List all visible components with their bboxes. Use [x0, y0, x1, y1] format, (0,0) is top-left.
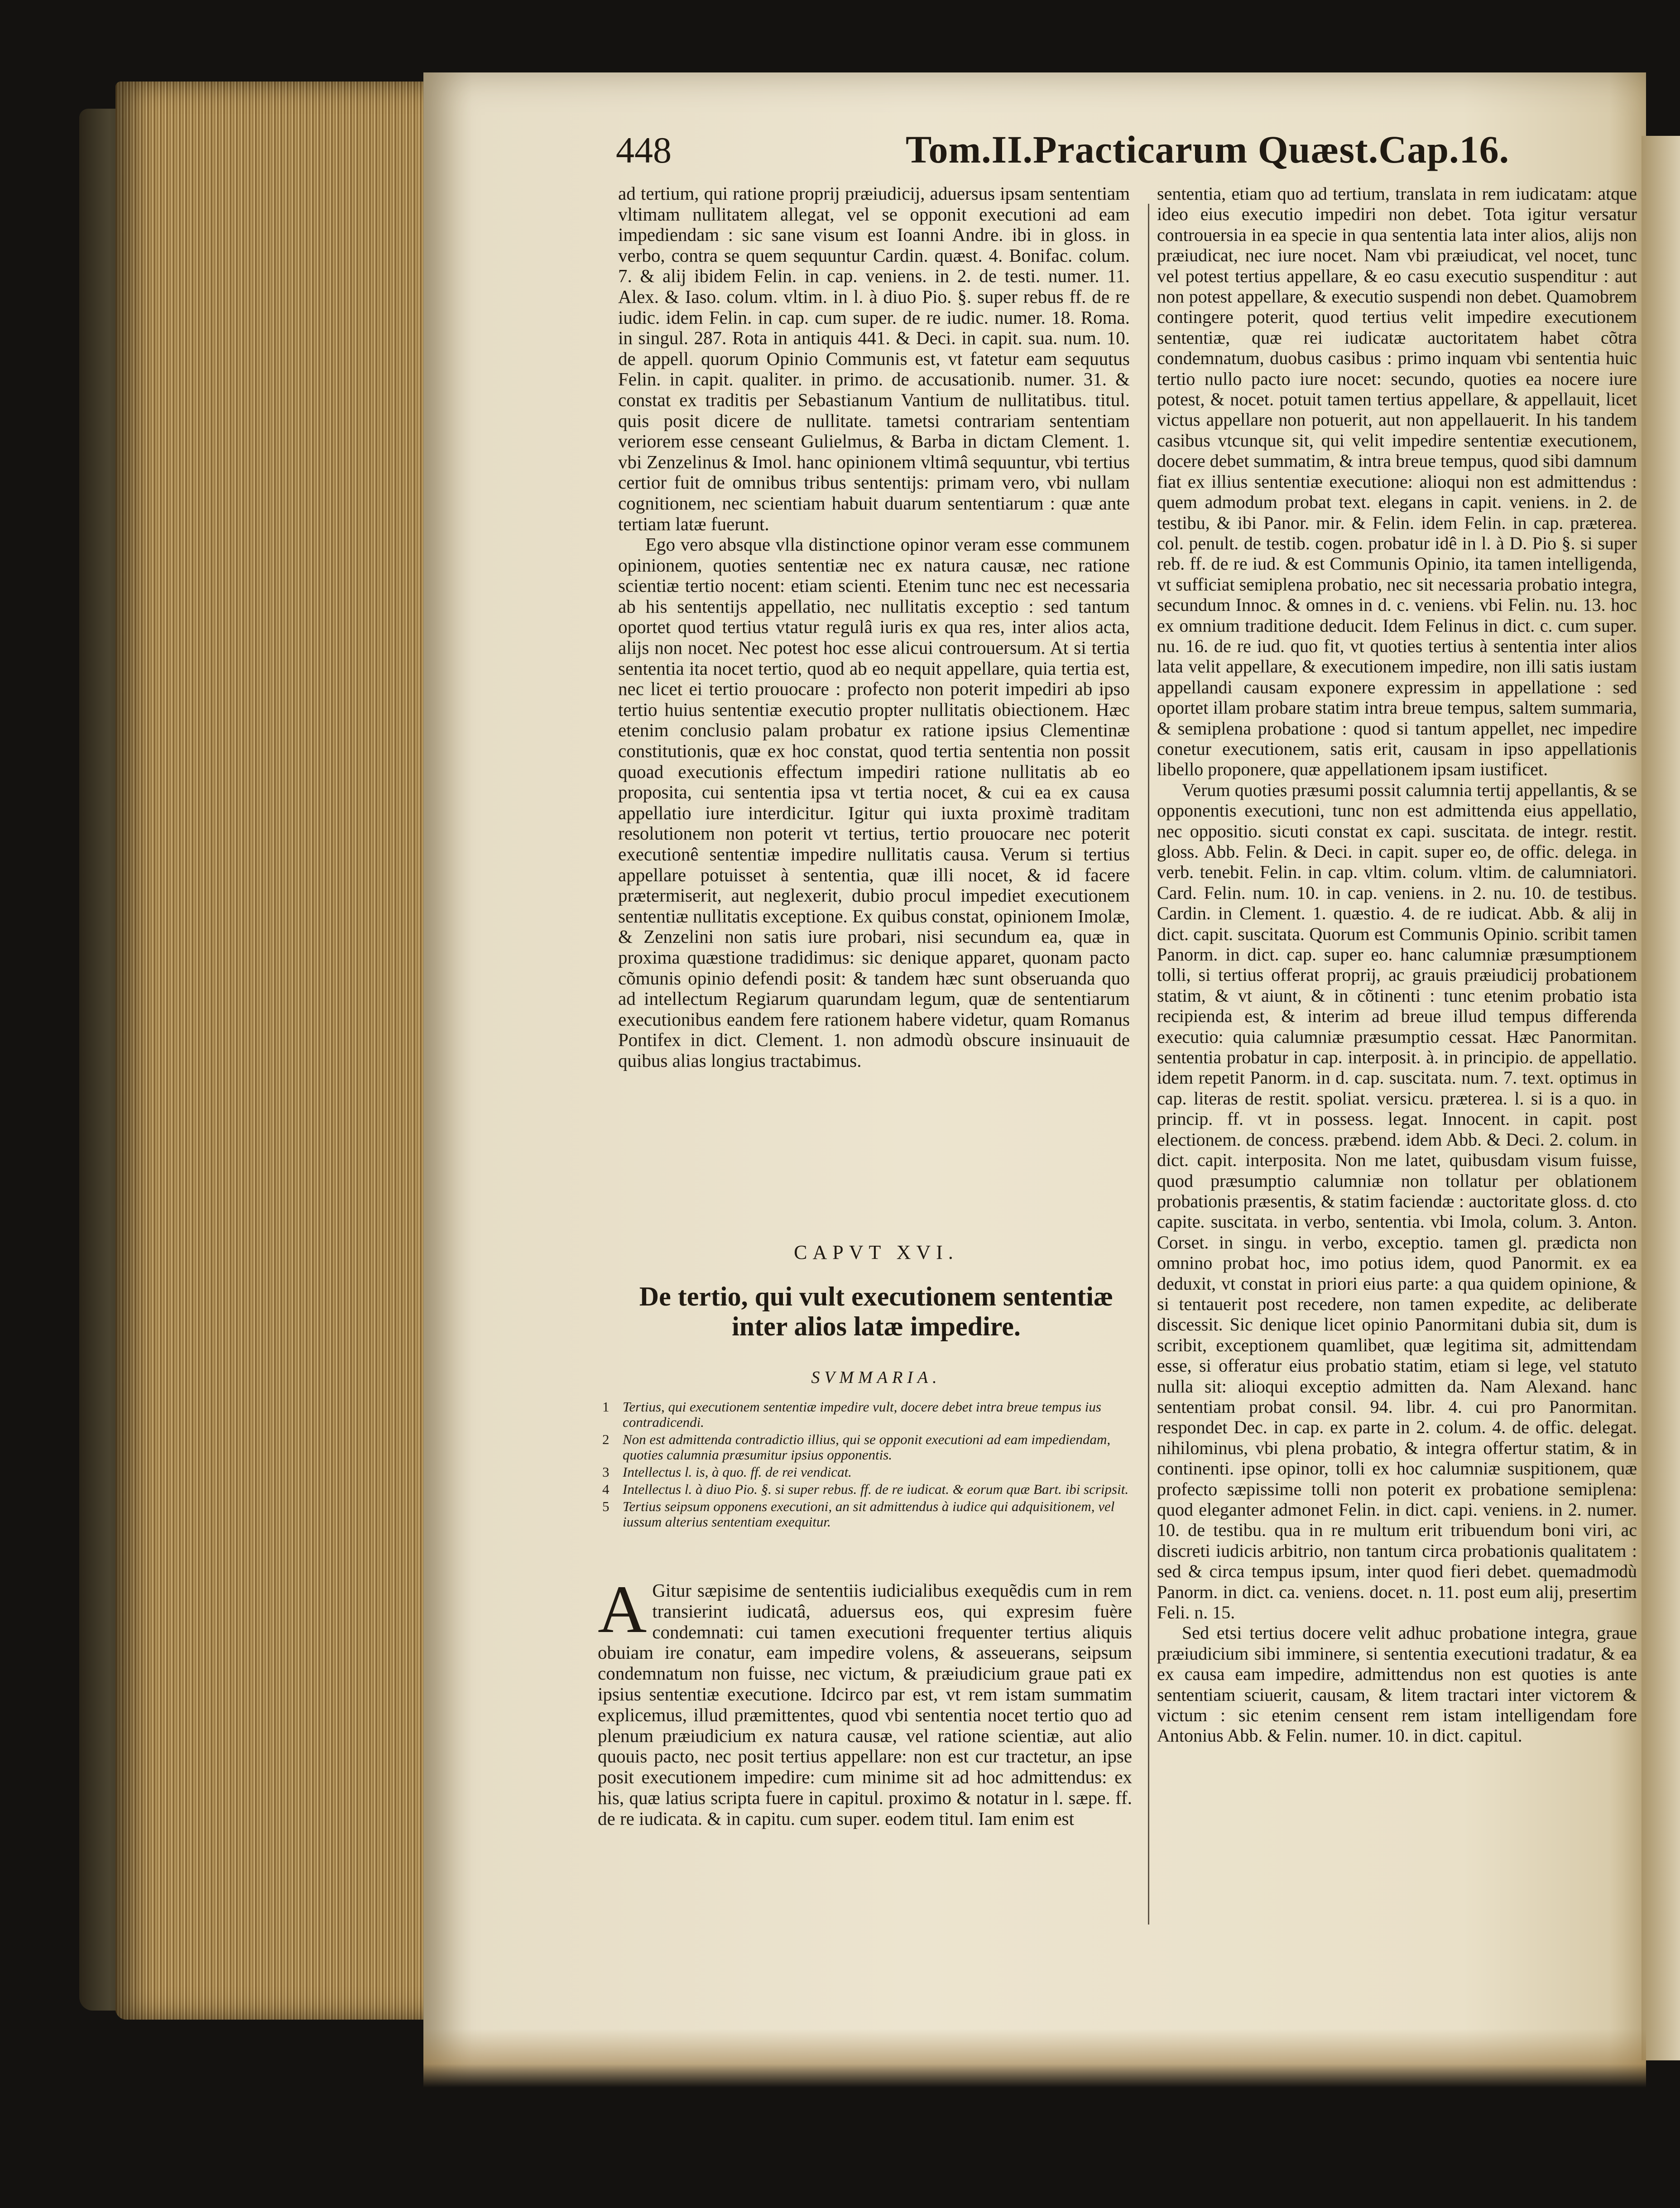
- list-item: [602, 1399, 1132, 1430]
- list-item: [602, 1482, 1132, 1497]
- page-bottom-wear: [423, 2029, 1646, 2088]
- item-number: 3: [602, 1464, 610, 1480]
- right-column: [1157, 183, 1637, 1746]
- item-number: 5: [602, 1498, 610, 1514]
- list-item: [602, 1464, 1132, 1480]
- item-text: Tertius, qui executionem sententiæ impedire vult, docere debet intra breue tempus ius contradicendi.: [623, 1399, 1101, 1430]
- item-text: Tertius seipsum opponens executioni, an sit admittendus à iudice qui adquisitionem, vel iussum alterius sententiam exequitur.: [623, 1498, 1115, 1530]
- column-divider: [1148, 204, 1149, 1925]
- facing-page-sliver: [1642, 136, 1680, 2060]
- page-edges: [115, 82, 460, 2020]
- summaria-list: [602, 1399, 1132, 1531]
- left-column: [618, 183, 1130, 1071]
- paragraph: Ego vero absque vlla distinctione opinor veram esse communem opinionem, quoties sententiæ nec ex natura causæ, nec ratione scientiæ tertio nocent: etiam scienti. Etenim tunc nec est necessaria ab his sententijs appellatio, nec nullitatis exceptio : sed tantum oportet quod tertius vtatur regulâ iuris ex qua res, inter alios acta, alijs non nocet. Nec potest hoc esse alicui controuersum. At si tertia sententia ita nocet tertio, quod ab eo nequit appellare, quia tertia est, nec licet ei tertio prouocare : profecto non poterit impediri ab ipso tertio huius sententiæ executio propter nullitatis obiectionem. Hæc etenim conclusio palam probatur ex ratione ipsius Clementinæ constitutionis, quæ ex hoc constat, quod tertia sententia non possit quoad executionis effectum impediri ratione nullitatis ab eo proposita, cui sententia ipsa vt tertia nocet, & cui ea ex causa appellatio iure interdicitur. Igitur qui iuxta proximè traditam resolutionem non poterit vt tertius, tertio prouocare nec poterit executionê sententiæ impedire nullitatis causa. Verum si tertius appellare potuisset à sententia, quæ illi nocet, & id facere prætermiserit, aut neglexerit, dubio procul impediet executionem sententiæ nullitatis exceptione. Ex quibus constat, opinionem Imolæ, & Zenzelini non satis iure probari, nisi secundum ea, quæ in proxima quæstione tradidimus: sic denique apparet, quonam pacto cõmunis opinio defendi posit: & tandem hæc sunt obseruanda quo ad intellectum Regiarum quarundam legum, quæ de sententiarum executionibus eandem fere rationem habere videtur, quam Romanus Pontifex in dict. Clement. 1. non admodù obscure insinuauit de quibus alias longius tractabimus.: [618, 534, 1130, 1071]
- item-text: Intellectus l. is, à quo. ff. de rei vendicat.: [623, 1464, 852, 1480]
- running-header: Tom.II.Practicarum Quæst.Cap.16.: [906, 128, 1510, 171]
- item-text: Non est admittenda contradictio illius, qui se opponit executioni ad eam impediendam, quoties calumnia præsumitur ipsius opponentis.: [623, 1431, 1111, 1463]
- paragraph: Sed etsi tertius docere velit adhuc probatione integra, graue præiudicium sibi imminere, si sententia executioni tradatur, & ea ex causa eam impedire, admittendus non est quoties is ante sententiam sciuerit, causam, & litem tractari inter victorem & victum : sic etenim censent rem istam intelligendam fore Antonius Abb. & Felin. numer. 10. in dict. capitul.: [1157, 1622, 1637, 1746]
- chapter-body-text: Gitur sæpisime de sententiis iudicialibus exequẽdis cum in rem transierint iudicatâ, aduersus eos, qui expresim fuère condemnati: cui tamen executioni frequenter tertius aliquis obuiam ire conatur, eam impedire volens, & asseuerans, seipsum condemnatum non fuisse, nec victum, & præiudicium graue pati ex ipsius sententiæ executione. Idcirco par est, vt rem istam summatim explicemus, illud præmittentes, quod vbi sententia nocet tertio quo ad plenum præiudicium ex natura causæ, vel ratione scientiæ, aut alio quouis pacto, nec posit tertius appellare: non est cur tractetur, an ipse posit executionem impedire: cum minime sit ad hoc admittendus: ex his, quæ latius scripta fuere in capitul. proximo & notatur in l. sæpe. ff. de re iudicata. & in capitu. cum super. eodem titul. Iam enim est: [598, 1580, 1132, 1829]
- paragraph: Verum quoties præsumi possit calumnia tertij appellantis, & se opponentis executioni, tunc non est admittenda eius appellatio, nec oppositio. sicuti constat ex capi. suscitata. de integr. restit. gloss. Abb. Felin. & Deci. in capit. super eo, de offic. delega. in verb. tenebit. Felin. in cap. vltim. colum. vltim. de calumniatori. Card. Felin. num. 10. in cap. veniens. in 2. nu. 10. de testibus. Cardin. in Clement. 1. quæstio. 4. de re iudicat. Abb. & alij in dict. capit. suscitata. Quorum est Communis Opinio. scribit tamen Panorm. in dict. cap. super eo. hanc calumniæ præsumptionem tolli, si tertius offerat proprij, ac grauis præiudicij probationem statim, & vt aiunt, & in cõtinenti : tunc etenim probatio ista recipienda est, & interim ad breue illud tempus differenda executio: quia calumniæ præsumptio cessat. Hæc Panormitan. sententia probatur in cap. interposit. à. in principio. de appellatio. idem repetit Panorm. in d. cap. suscitata. num. 7. text. optimus in cap. literas de restit. spoliat. versicu. præterea. l. si is a quo. in princip. ff. vt in possess. legat. Innocent. in capit. post electionem. de concess. præbend. idem Abb. & Deci. 2. colum. in dict. capit. interposita. Non me latet, quibusdam visum fuisse, quod præsumptio calumniæ non tollatur per oblationem probationis præsentis, & statim faciendæ : auctoritate gloss. d. cto capite. suscitata. in verbo, sententia. vbi Imola, colum. 3. Anton. Corset. in singu. in verbo, exceptio. tamen gl. prædicta non omnino probat hoc, imo potius idem, quod Panormit. ex ea deduxit, vt constat in priori eius parte: a qua quidem opinione, & si tentauerit post recedere, non tamen expedite, ac deliberate discessit. Sic denique licet opinio Panormitani dubia sit, dum is scribit, exceptionem quamlibet, quæ legitima sit, admittendam esse, si offeratur eius probatio statim, etiam si lege, vel statuto nulla sit: alioqui exceptio admitten da. Nam Alexand. hanc sententiam probat consil. 94. libr. 4. cui pro Panormitan. respondet Dec. in cap. ex parte in 2. colum. 4. de offic. delegat. nihilominus, vbi plena probatio, & integra offertur statim, & in continenti. ipse opinor, tolli ex hoc calumniæ suspitionem, quæ profecto sæpissime tolli non poterit ex probatione semiplena: quod eleganter admonet Felin. in dict. capi. veniens. in 2. numer. 10. de testibu. qua in re multum erit tribuendum boni viri, ac discreti iudicis arbitrio, non tantum circa probationis qualitatem : sed & circa tempus ipsum, inter quod fieri debet. quemadmodù Panorm. in dict. ca. veniens. docet. n. 11. post eum alij, presertim Feli. n. 15.: [1157, 779, 1637, 1623]
- chapter-title: De tertio, qui vult executionem sententiæ inter alios latæ impedire.: [639, 1282, 1114, 1341]
- chapter-body: [598, 1572, 1132, 1829]
- summaria-heading: SVMMARIA.: [811, 1368, 941, 1387]
- chapter-label: CAPVT XVI.: [794, 1241, 959, 1263]
- item-number: 4: [602, 1481, 610, 1497]
- item-text: Intellectus l. à diuo Pio. §. si super rebus. ff. de re iudicat. & eorum quæ Bart. ibi scripsit.: [623, 1481, 1129, 1497]
- page-number: 448: [616, 130, 672, 171]
- item-number: 2: [602, 1431, 610, 1447]
- paragraph: ad tertium, qui ratione proprij præiudicij, aduersus ipsam sententiam vltimam nullitatem allegat, vel se opponit executioni ad eam impediendam : sic sane visum est Ioanni Andre. ibi in gloss. in verbo, contra se quem sequuntur Cardin. quæst. 4. Bonifac. colum. 7. & alij ibidem Felin. in cap. veniens. in 2. de testi. numer. 11. Alex. & Iaso. colum. vltim. in l. à diuo Pio. §. super rebus ff. de re iudic. idem Felin. in cap. cum super. de re iudic. numer. 18. Roma. in singul. 287. Rota in antiquis 441. & Deci. in capit. sua. num. 10. de appell. quorum Opinio Communis est, vt fatetur eam sequutus Felin. in capit. qualiter. in primo. de accusationib. numer. 31. & constat ex traditis per Sebastianum Vantium de nullitatibus. titul. quis posit dicere de nullitate. tametsi contrariam sententiam veriorem esse censeant Gulielmus, & Barba in dictam Clement. 1. vbi Zenzelinus & Imol. hanc opinionem vltimâ sequuntur, vbi tertius certior fuit de omnibus tribus sententijs: primam vero, vbi nullam cognitionem, nec scientiam habuit duarum sententiarum : quæ ante tertiam latæ fuerunt.: [618, 183, 1130, 534]
- paragraph: sententia, etiam quo ad tertium, translata in rem iudicatam: atque ideo eius executio impediri non debet. Tota igitur versatur controuersia in ea specie in qua sententia lata inter alios, alijs non præiudicat, nec iure nocet. Nam vbi præiudicat, vel nocet, tunc vel potest tertius appellare, & eo casu executio suspenditur : aut non potest appellare, & executio suspendi non debet. Quamobrem contingere poterit, quod tertius velit impedire executionem sententiæ, quæ rei iudicatæ auctoritatem habet cõtra condemnatum, duobus casibus : primo inquam vbi sententia huic tertio nullo pacto iure nocet: secundo, quoties ea nocere iure potest, & nocet. potuit tamen tertius appellare, & appellauit, licet victus appellare non potuerit, aut non appellauerit. In his tandem casibus vtcunque sit, qui velit impedire sententiæ executionem, docere debet summatim, & intra breue tempus, quod sibi damnum fiat ex illius sententiæ executione: alioqui non est admittendus : quem admodum probat text. elegans in capit. veniens. in 2. de testibu, & ibi Panor. mir. & Felin. idem Felin. in cap. præterea. col. penult. de testib. cogen. probatur idê in l. à D. Pio §. si super reb. ff. de re iud. & est Communis Opinio, ita tamen intelligenda, vt sufficiat semiplena probatio, nec sit necessaria probatio integra, secundum Innoc. & omnes in d. c. veniens. vbi Felin. nu. 13. hoc ex omnium traditione deducit. Idem Felinus in dict. c. cum super. nu. 16. de re iud. quo fit, vt quoties tertius à sententia inter alios lata velit appellare, & executionem impedire, non illi satis iustam appellandi causam exponere expressim in appellatione : sed oportet illam probare statim intra breue tempus, saltem summaria, & semiplena probatione : quod si tantum appellet, nec impedire conetur executionem, satis erit, causam in ipso appellationis libello proponere, quæ appellationem ipsam iustificet.: [1157, 183, 1637, 780]
- list-item: [602, 1432, 1132, 1463]
- item-number: 1: [602, 1399, 610, 1415]
- drop-cap: A: [598, 1572, 647, 1647]
- list-item: [602, 1499, 1132, 1530]
